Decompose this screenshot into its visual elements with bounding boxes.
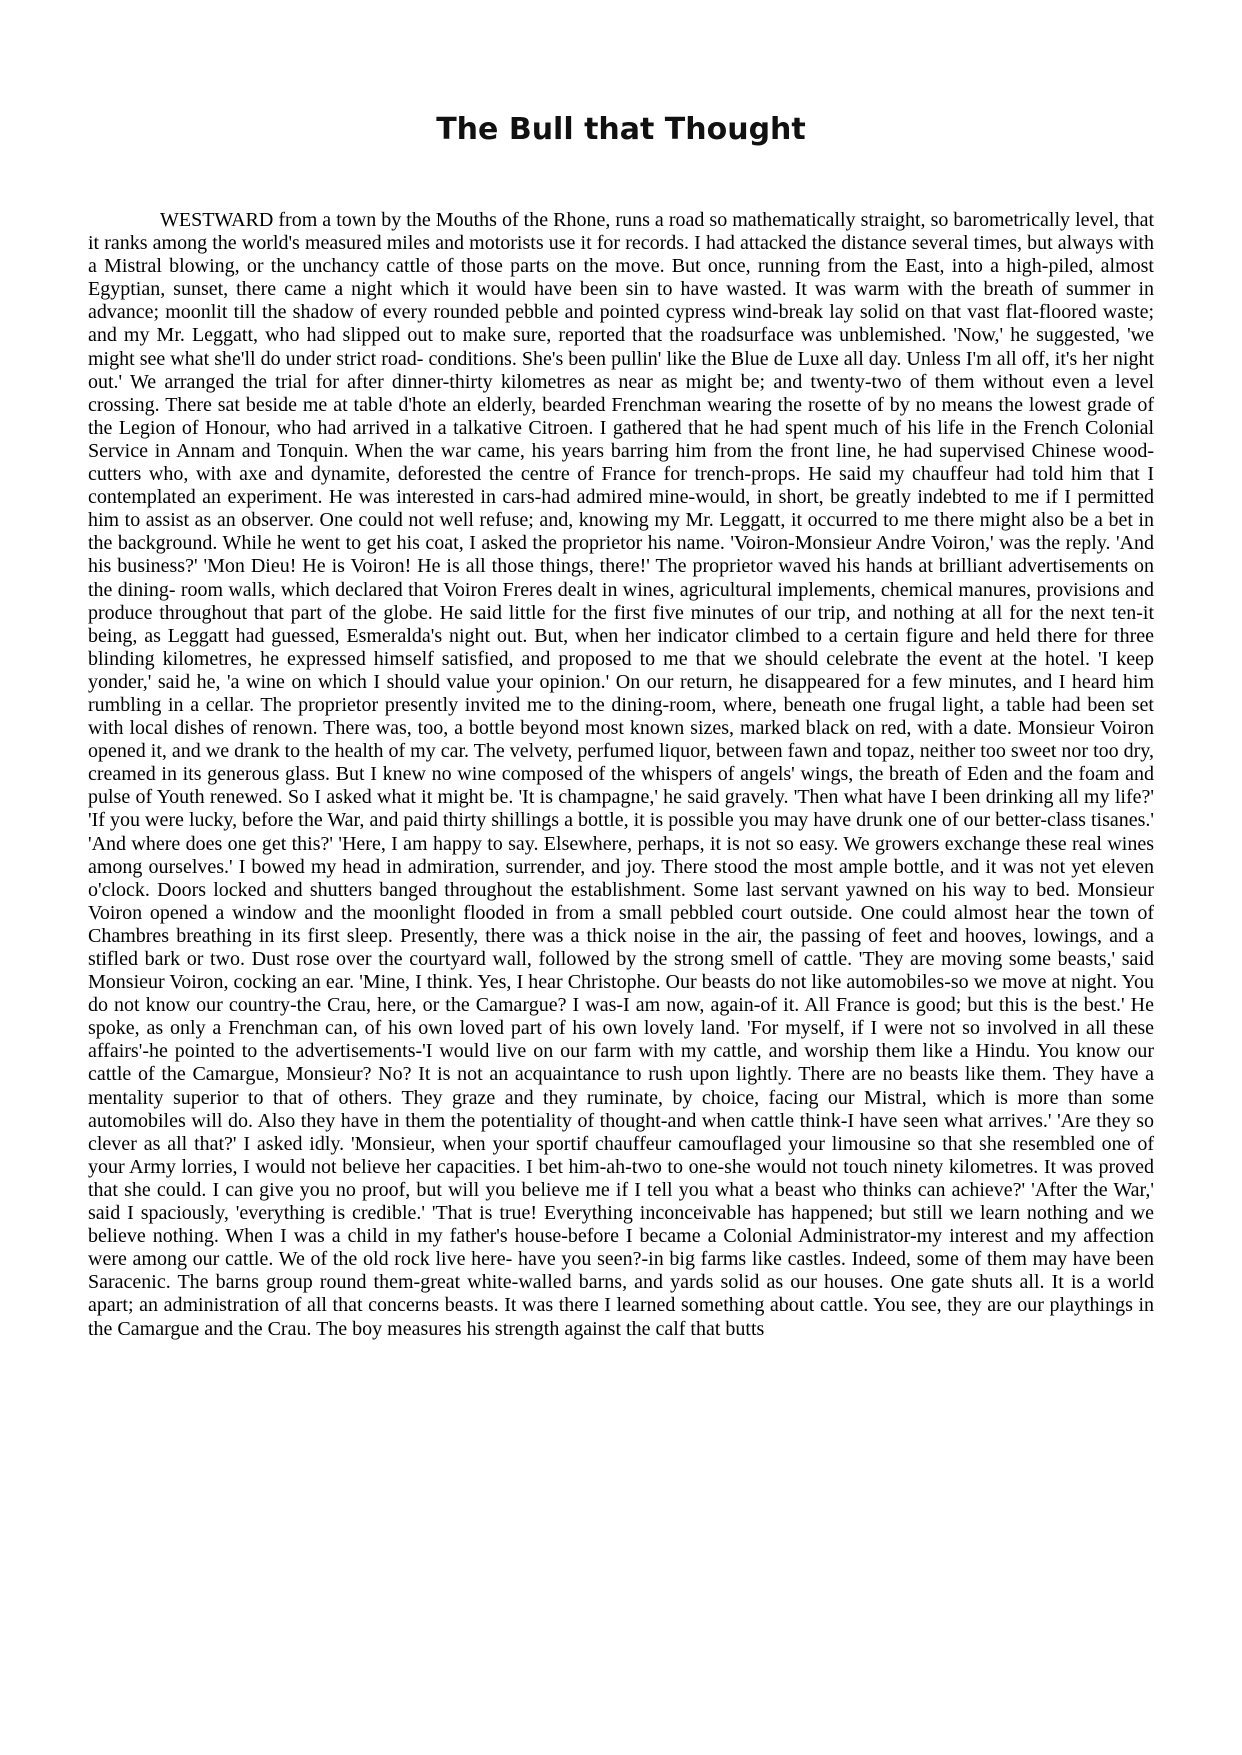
body-paragraph: WESTWARD from a town by the Mouths of the Rhone, runs a road so mathematically straight, so barometrically level, that it ranks among the world's measured miles and motorists use it for records. I had attacked the distance several times, but always with a Mistral blowing, or the unchancy cattle of those parts on the move. But once, running from the East, into a high-piled, almost Egyptian, sunset, there came a night which it would have been sin to have wasted. It was warm with the breath of summer in advance; moonlit till the shadow of every rounded pebble and pointed cypress wind-break lay solid on that vast flat-floored waste; and my Mr. Leggatt, who had slipped out to make sure, reported that the roadsurface was unblemished. 'Now,' he suggested, 'we might see what she'll do under strict road- conditions. She's been pullin' like the Blue de Luxe all day. Unless I'm all off, it's her night out.' We arranged the trial for after dinner-thirty kilometres as near as might be; and twenty-two of them without even a level crossing. There sat beside me at table d'hote an elderly, bearded Frenchman wearing the rosette of by no means the lowest grade of the Legion of Honour, who had arrived in a talkative Citroen. I gathered that he had spent much of his life in the French Colonial Service in Annam and Tonquin. When the war came, his years barring him from the front line, he had supervised Chinese wood-cutters who, with axe and dynamite, deforested the centre of France for trench-props. He said my chauffeur had told him that I contemplated an experiment. He was interested in cars-had admired mine-would, in short, be greatly indebted to me if I permitted him to assist as an observer. One could not well refuse; and, knowing my Mr. Leggatt, it occurred to me there might also be a bet in the background. While he went to get his coat, I asked the proprietor his name. 'Voiron-Monsieur Andre Voiron,' was the reply. 'And his business?' 'Mon Dieu! He is Voiron! He is all those things, there!' The proprietor waved his hands at brilliant advertisements on the dining- room walls, which declared that Voiron Freres dealt in wines, agricultural implements, chemical manures, provisions and produce throughout that part of the globe. He said little for the first five minutes of our trip, and nothing at all for the next ten-it being, as Leggatt had guessed, Esmeralda's night out. But, when her indicator climbed to a certain figure and held there for three blinding kilometres, he expressed himself satisfied, and proposed to me that we should celebrate the event at the hotel. 'I keep yonder,' said he, 'a wine on which I should value your opinion.' On our return, he disappeared for a few minutes, and I heard him rumbling in a cellar. The proprietor presently invited me to the dining-room, where, beneath one frugal light, a table had been set with local dishes of renown. There was, too, a bottle beyond most known sizes, marked black on red, with a date. Monsieur Voiron opened it, and we drank to the health of my car. The velvety, perfumed liquor, between fawn and topaz, neither too sweet nor too dry, creamed in its generous glass. But I knew no wine composed of the whispers of angels' wings, the breath of Eden and the foam and pulse of Youth renewed. So I asked what it might be. 'It is champagne,' he said gravely. 'Then what have I been drinking all my life?' 'If you were lucky, before the War, and paid thirty shillings a bottle, it is possible you may have drunk one of our better-class tisanes.' 'And where does one get this?' 'Here, I am happy to say. Elsewhere, perhaps, it is not so easy. We growers exchange these real wines among ourselves.' I bowed my head in admiration, surrender, and joy. There stood the most ample bottle, and it was not yet eleven o'clock. Doors locked and shutters banged throughout the establishment. Some last servant yawned on his way to bed. Monsieur Voiron opened a window and the moonlight flooded in from a small pebbled court outside. One could almost hear the town of Chambres breathing in its first sleep. Presently, there was a thick noise in the air, the passing of feet and hooves, lowings, and a stifled bark or two. Dust rose over the courtyard wall, followed by the strong smell of cattle. 'They are moving some beasts,' said Monsieur Voiron, cocking an ear. 'Mine, I think. Yes, I hear Christophe. Our beasts do not like automobiles-so we move at night. You do not know our country-the Crau, here, or the Camargue? I was-I am now, again-of it. All France is good; but this is the best.' He spoke, as only a Frenchman can, of his own loved part of his own lovely land. 'For myself, if I were not so involved in all these affairs'-he pointed to the advertisements-'I would live on our farm with my cattle, and worship them like a Hindu. You know our cattle of the Camargue, Monsieur? No? It is not an acquaintance to rush upon lightly. There are no beasts like them. They have a mentality superior to that of others. They graze and they ruminate, by choice, facing our Mistral, which is more than some automobiles will do. Also they have in them the potentiality of thought-and when cattle think-I have seen what arrives.' 'Are they so clever as all that?' I asked idly. 'Monsieur, when your sportif chauffeur camouflaged your limousine so that she resembled one of your Army lorries, I would not believe her capacities. I bet him-ah-two to one-she would not touch ninety kilometres. It was proved that she could. I can give you no proof, but will you believe me if I tell you what a beast who thinks can achieve?' 'After the War,' said I spaciously, 'everything is credible.' 'That is true! Everything inconceivable has happened; but still we learn nothing and we believe nothing. When I was a child in my father's house-before I became a Colonial Administrator-my interest and my affection were among our cattle. We of the old rock live here- have you seen?-in big farms like castles. Indeed, some of them may have been Saracenic. The barns group round them-great white-walled barns, and yards solid as our houses. One gate shuts all. It is a world apart; an administration of all that concerns beasts. It was there I learned something about cattle. You see, they are our playthings in the Camargue and the Crau. The boy measures his strength against the calf that butts [88,209,1154,1340]
page-title: The Bull that Thought [436,112,806,147]
